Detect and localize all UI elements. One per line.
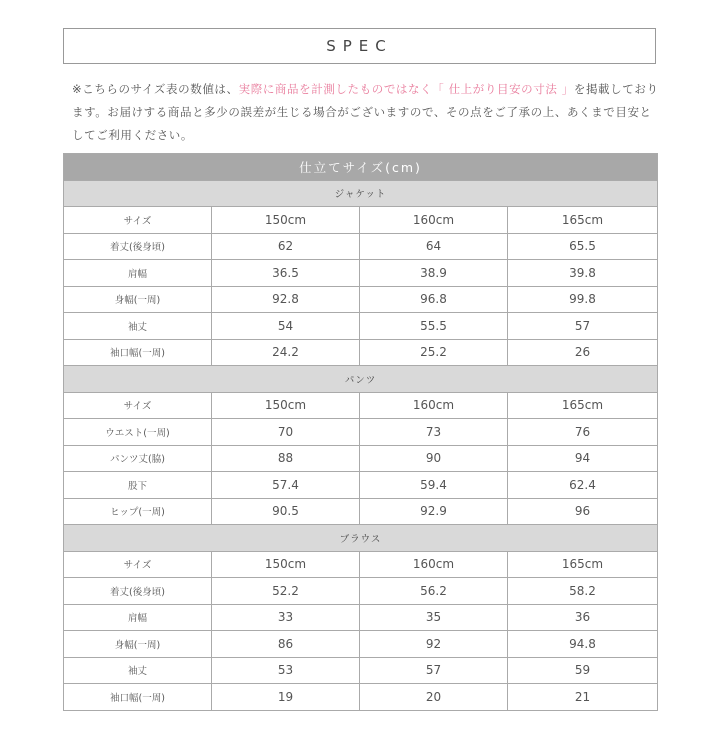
cell-value: 70: [212, 419, 360, 446]
cell-value: 54: [212, 313, 360, 340]
table-row: [64, 233, 658, 260]
cell-value: 39.8: [508, 260, 658, 287]
table-row: [64, 392, 658, 419]
row-label: パンツ丈(脇): [64, 445, 212, 472]
cell-value: 90: [360, 445, 508, 472]
cell-value: 73: [360, 419, 508, 446]
cell-value: 165cm: [508, 392, 658, 419]
row-label: ウエスト(一周): [64, 419, 212, 446]
table-row: [64, 631, 658, 658]
row-label: 身幅(一周): [64, 631, 212, 658]
cell-value: 20: [360, 684, 508, 711]
row-label: 着丈(後身頃): [64, 578, 212, 605]
row-label: 肩幅: [64, 260, 212, 287]
table-row: [64, 472, 658, 499]
cell-value: 94.8: [508, 631, 658, 658]
row-label: 身幅(一周): [64, 286, 212, 313]
row-label: 股下: [64, 472, 212, 499]
cell-value: 24.2: [212, 339, 360, 366]
cell-value: 92.9: [360, 498, 508, 525]
cell-value: 36: [508, 604, 658, 631]
spec-title: SPEC: [326, 37, 393, 55]
cell-value: 25.2: [360, 339, 508, 366]
cell-value: 26: [508, 339, 658, 366]
size-table: [63, 153, 658, 711]
cell-value: 150cm: [212, 392, 360, 419]
cell-value: 76: [508, 419, 658, 446]
row-label: サイズ: [64, 551, 212, 578]
row-label: サイズ: [64, 392, 212, 419]
cell-value: 59.4: [360, 472, 508, 499]
cell-value: 57: [508, 313, 658, 340]
cell-value: 59: [508, 657, 658, 684]
table-row: [64, 684, 658, 711]
cell-value: 96.8: [360, 286, 508, 313]
cell-value: 90.5: [212, 498, 360, 525]
note-part-2: を掲載しております。お届けする商品と多少の誤差が生じる場合がございますので、その点をご了承の上、あくまで目安としてご利用ください。: [72, 82, 659, 142]
cell-value: 160cm: [360, 551, 508, 578]
section-name: パンツ: [64, 366, 658, 393]
row-label: ヒップ(一周): [64, 498, 212, 525]
cell-value: 64: [360, 233, 508, 260]
row-label: 肩幅: [64, 604, 212, 631]
note-part-1: ※こちらのサイズ表の数値は、: [72, 82, 239, 96]
cell-value: 55.5: [360, 313, 508, 340]
table-row: [64, 445, 658, 472]
section-name: ブラウス: [64, 525, 658, 552]
cell-value: 62: [212, 233, 360, 260]
table-row: [64, 419, 658, 446]
table-header-row: [64, 154, 658, 181]
cell-value: 94: [508, 445, 658, 472]
cell-value: 165cm: [508, 207, 658, 234]
table-row: [64, 313, 658, 340]
cell-value: 58.2: [508, 578, 658, 605]
cell-value: 35: [360, 604, 508, 631]
cell-value: 33: [212, 604, 360, 631]
table-row: [64, 286, 658, 313]
table-title: 仕立てサイズ(cm): [64, 154, 658, 181]
row-label: 袖丈: [64, 313, 212, 340]
cell-value: 150cm: [212, 551, 360, 578]
cell-value: 92: [360, 631, 508, 658]
size-note: [72, 78, 662, 147]
note-highlight: 実際に商品を計測したものではなく「 仕上がり目安の寸法 」: [238, 82, 574, 96]
table-row: [64, 339, 658, 366]
table-row: [64, 578, 658, 605]
cell-value: 38.9: [360, 260, 508, 287]
table-row: [64, 498, 658, 525]
cell-value: 160cm: [360, 392, 508, 419]
row-label: サイズ: [64, 207, 212, 234]
cell-value: 65.5: [508, 233, 658, 260]
cell-value: 57.4: [212, 472, 360, 499]
cell-value: 88: [212, 445, 360, 472]
cell-value: 92.8: [212, 286, 360, 313]
section-name: ジャケット: [64, 180, 658, 207]
table-row: [64, 260, 658, 287]
table-row: [64, 657, 658, 684]
row-label: 袖丈: [64, 657, 212, 684]
cell-value: 57: [360, 657, 508, 684]
table-row: [64, 604, 658, 631]
cell-value: 21: [508, 684, 658, 711]
row-label: 袖口幅(一周): [64, 339, 212, 366]
cell-value: 52.2: [212, 578, 360, 605]
spec-title-box: [63, 28, 656, 64]
cell-value: 53: [212, 657, 360, 684]
table-row: [64, 207, 658, 234]
section-header-row: [64, 366, 658, 393]
table-row: [64, 551, 658, 578]
cell-value: 96: [508, 498, 658, 525]
section-header-row: [64, 525, 658, 552]
cell-value: 56.2: [360, 578, 508, 605]
row-label: 袖口幅(一周): [64, 684, 212, 711]
row-label: 着丈(後身頃): [64, 233, 212, 260]
cell-value: 62.4: [508, 472, 658, 499]
cell-value: 160cm: [360, 207, 508, 234]
section-header-row: [64, 180, 658, 207]
cell-value: 19: [212, 684, 360, 711]
cell-value: 150cm: [212, 207, 360, 234]
cell-value: 165cm: [508, 551, 658, 578]
cell-value: 99.8: [508, 286, 658, 313]
cell-value: 86: [212, 631, 360, 658]
cell-value: 36.5: [212, 260, 360, 287]
